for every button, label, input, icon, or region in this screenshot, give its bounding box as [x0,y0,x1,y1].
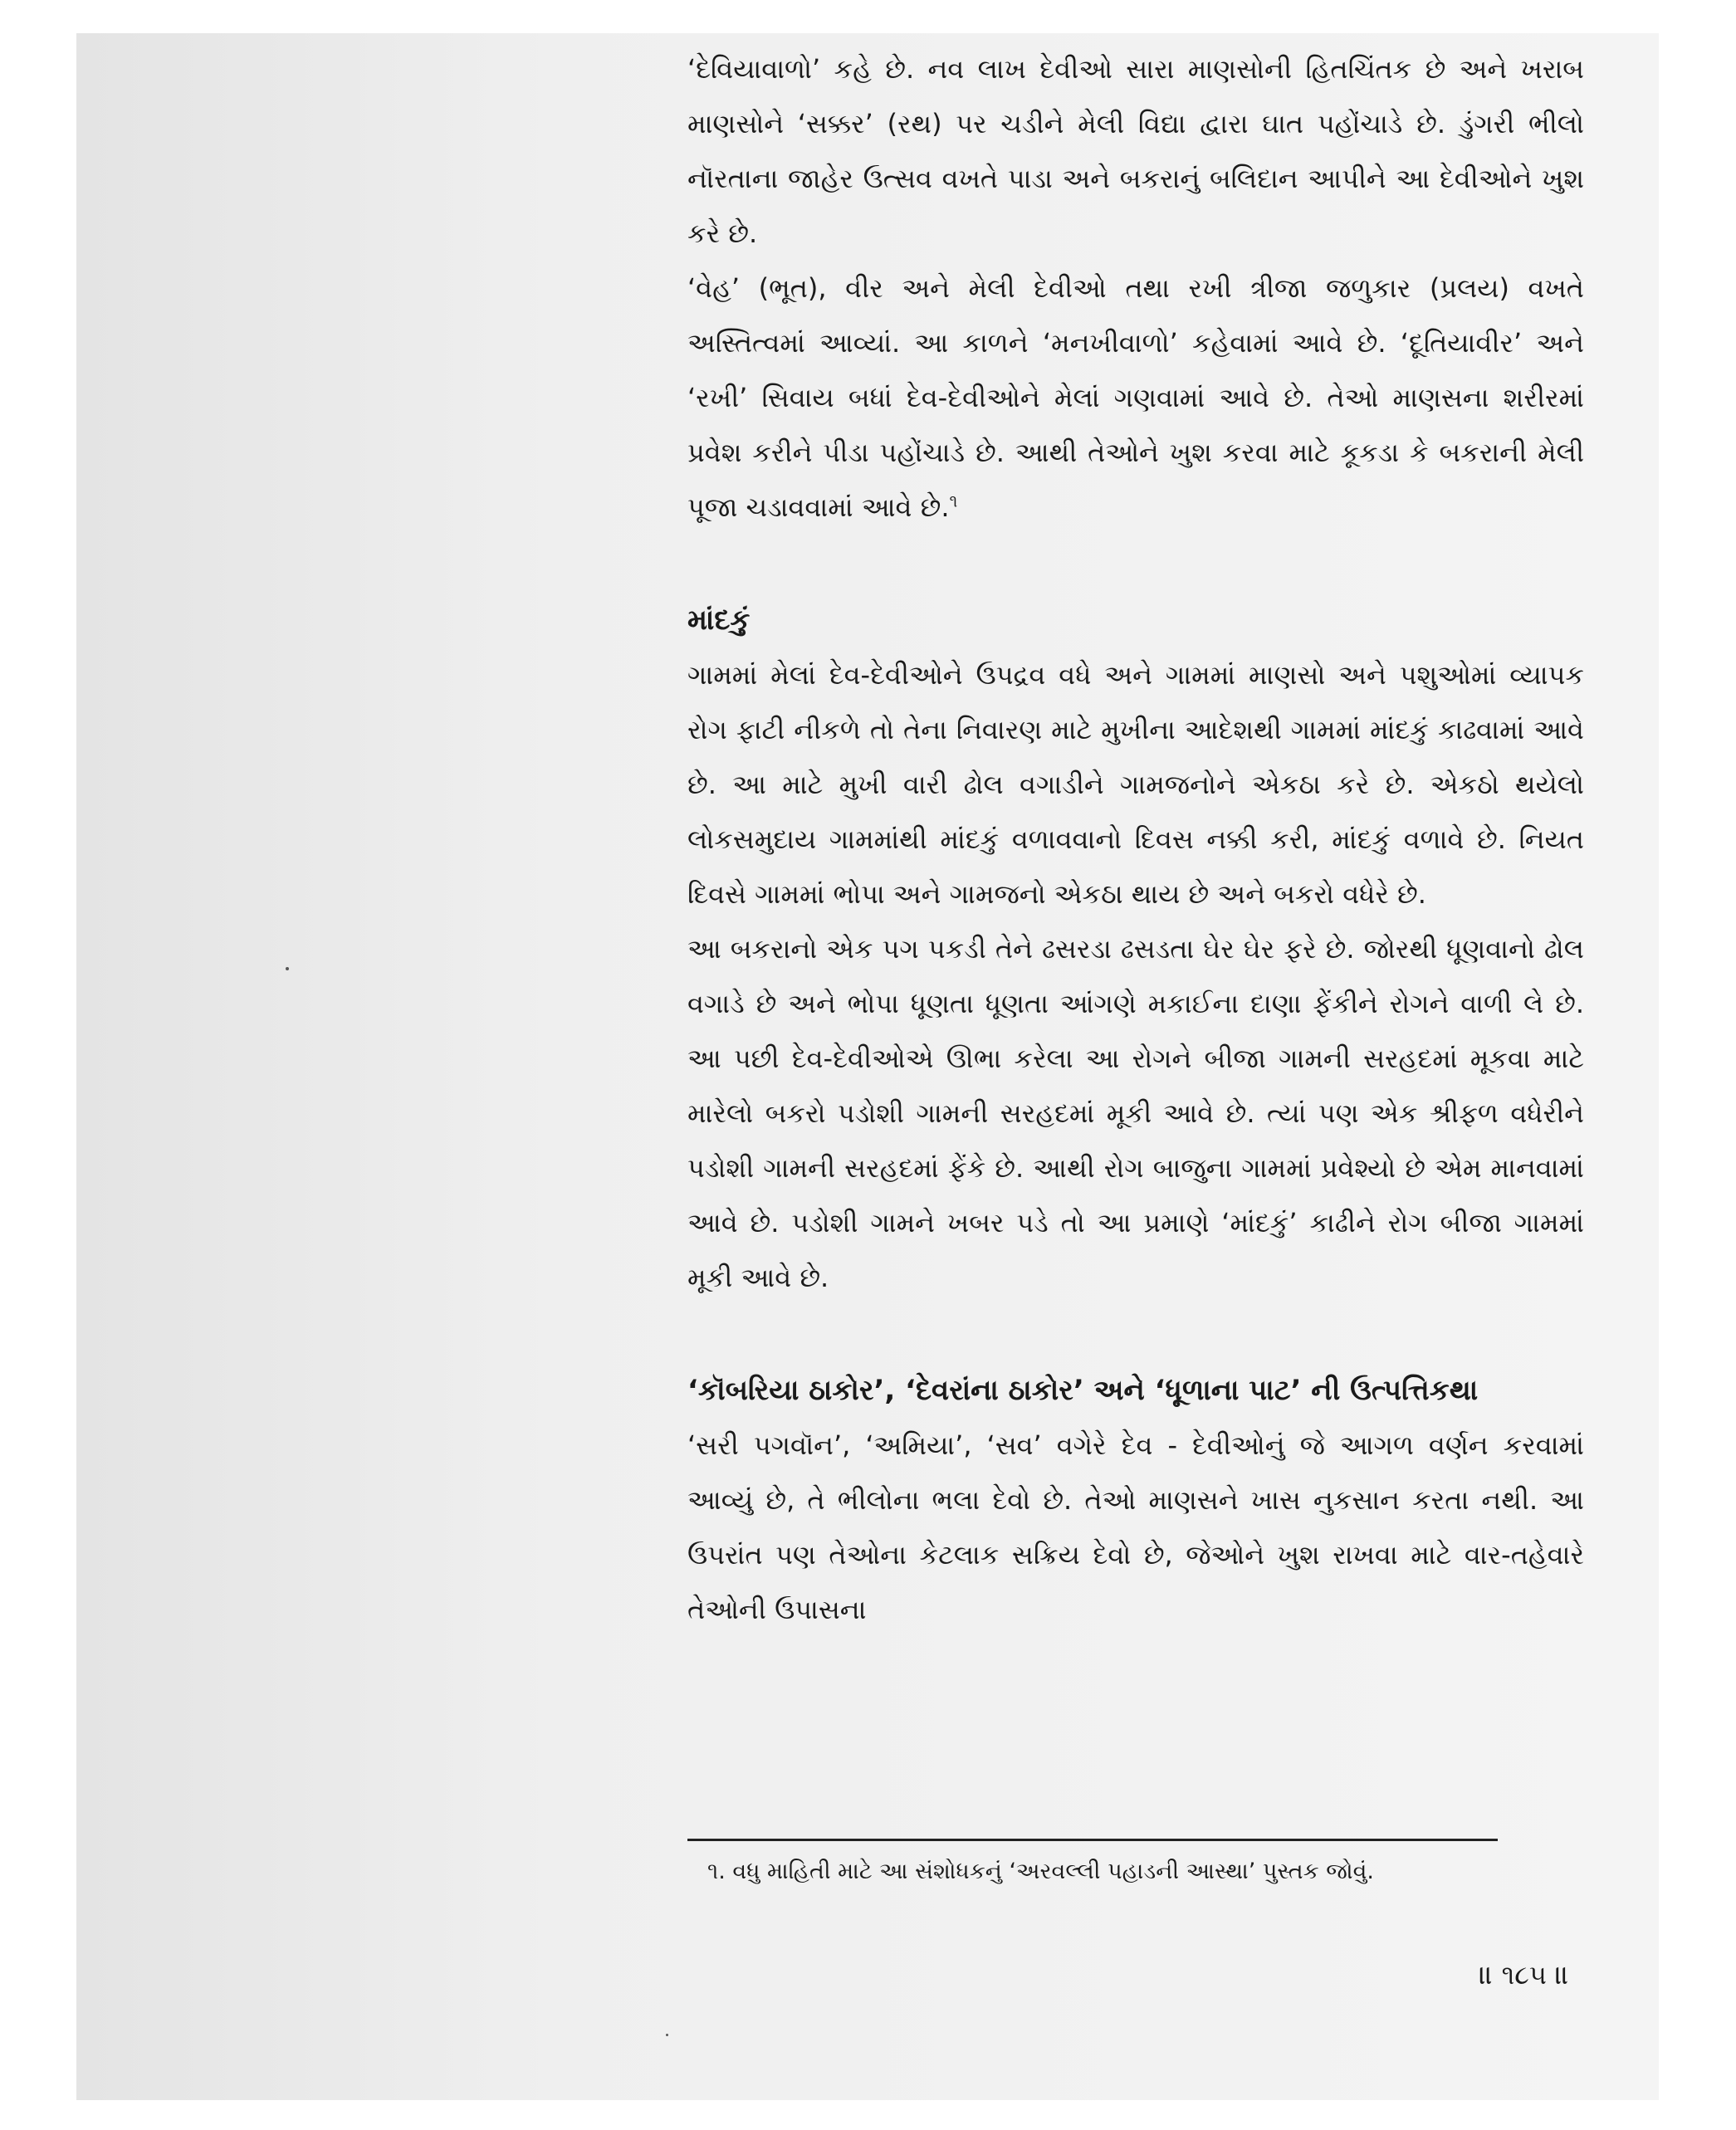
paragraph: ગામમાં મેલાં દેવ-દેવીઓને ઉપદ્રવ વધે અને ગામમાં માણસો અને પશુઓમાં વ્યાપક રોગ ફાટી નીકળે તો તેના નિવારણ માટે મુખીના આદેશથી ગામમાં માંદકું કાઢવામાં આવે છે. આ માટે મુખી વારી ઢોલ વગાડીને ગામજનોને એકઠા કરે છે. એકઠો થયેલો લોકસમુદાય ગામમાંથી માંદકું વળાવવાનો દિવસ નક્કી કરી, માંદકું વળાવે છે. નિયત દિવસે ગામમાં ભોપા અને ગામજનો એકઠા થાય છે અને બકરો વધેરે છે. [687,659,1584,910]
paragraph-text: ‘વેહ’ (ભૂત), વીર અને મેલી દેવીઓ તથા રખી ત્રીજા જળુકાર (પ્રલય) વખતે અસ્તિત્વમાં આવ્યાં. આ કાળને ‘મનખીવાળો’ કહેવામાં આવે છે. ‘દૂતિયાવીર’ અને ‘રખી’ સિવાય બધાં દેવ-દેવીઓને મેલાં ગણવામાં આવે છે. તેઓ માણસના શરીરમાં પ્રવેશ કરીને પીડા પહોંચાડે છે. આથી તેઓને ખુશ કરવા માટે કૂકડા કે બકરાની મેલી પૂજા ચડાવવામાં આવે છે. [687,272,1584,523]
footnote: ૧. વધુ માહિતી માટે આ સંશોધકનું ‘અરવલ્લી પહાડની આસ્થા’ પુસ્તક જોવું. [707,1859,1374,1884]
paragraph: ‘દેવિયાવાળો’ કહે છે. નવ લાખ દેવીઓ સારા માણસોની હિતચિંતક છે અને ખરાબ માણસોને ‘સક્કર’ (રથ) પર ચડીને મેલી વિદ્યા દ્વારા ઘાત પહોંચાડે છે. ડુંગરી ભીલો નૉરતાના જાહેર ઉત્સવ વખતે પાડા અને બકરાનું બલિદાન આપીને આ દેવીઓને ખુશ કરે છે. [687,53,1584,249]
footnote-divider [687,1839,1498,1841]
paragraph [687,261,1584,535]
paragraph: ‘સરી પગવૉન’, ‘અમિયા’, ‘સવ’ વગેરે દેવ - દેવીઓનું જે આગળ વર્ણન કરવામાં આવ્યું છે, તે ભીલોના ભલા દેવો છે. તેઓ માણસને ખાસ નુકસાન કરતા નથી. આ ઉપરાંત પણ તેઓના કેટલાક સક્રિય દેવો છે, જેઓને ખુશ રાખવા માટે વાર-તહેવારે તેઓની ઉપાસના [687,1429,1584,1625]
text-column [687,42,1584,1637]
dust-speck [286,967,289,970]
paragraph: આ બકરાનો એક પગ પકડી તેને ઢસરડા ઢસડતા ઘેર ઘેર ફરે છે. જોરથી ધૂણવાનો ઢોલ વગાડે છે અને ભોપા ધૂણતા ધૂણતા આંગણે મકાઈના દાણા ફેંકીને રોગને વાળી લે છે. આ પછી દેવ-દેવીઓએ ઊભા કરેલા આ રોગને બીજા ગામની સરહદમાં મૂકવા માટે મારેલો બકરો પડોશી ગામની સરહદમાં મૂકી આવે છે. ત્યાં પણ એક શ્રીફળ વધેરીને પડોશી ગામની સરહદમાં ફેંકે છે. આથી રોગ બાજુના ગામમાં પ્રવેશ્યો છે એમ માનવામાં આવે છે. પડોશી ગામને ખબર પડે તો આ પ્રમાણે ‘માંદકું’ કાઢીને રોગ બીજા ગામમાં મૂકી આવે છે. [687,933,1584,1293]
page-number: ॥ ૧૮૫ ॥ [1479,1959,1569,1991]
section-heading: ‘કૉબરિયા ઠાકોર’, ‘દેવરાંના ઠાકોર’ અને ‘ધૂળાના પાટ’ ની ઉત્પત્તિકથા [687,1374,1479,1407]
footnote-marker: ૧ [949,491,958,511]
dust-speck [666,2034,668,2036]
section-heading: માંદકું [687,603,751,637]
